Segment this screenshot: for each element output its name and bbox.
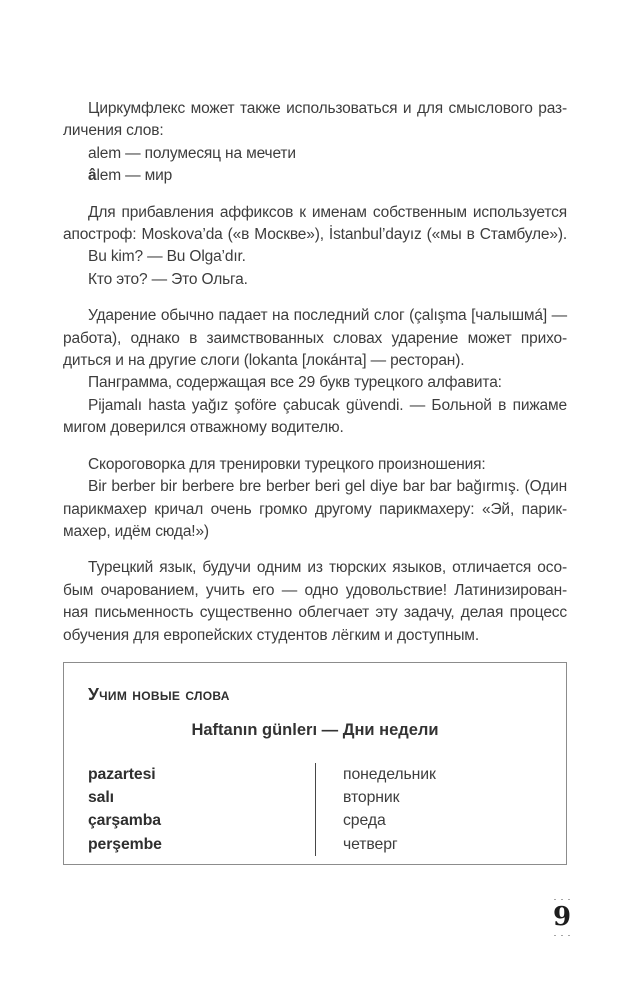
vocab-term: salı (88, 789, 114, 807)
vocab-translation: понедельник (343, 765, 436, 783)
page-content (63, 98, 567, 865)
text-line: Циркумфлекс может также использоваться и для смыслового раз- (88, 100, 567, 117)
text-line: Кто это? — Это Ольга. (88, 270, 248, 288)
text-line: мигом доверился отважному водителю. (63, 419, 344, 437)
footer-dots-top: ··· (553, 894, 575, 904)
text-line: Pijamalı hasta yağız şoföre çabucak güvendi. — Больной в пижаме (88, 396, 567, 414)
vocab-translation: вторник (343, 789, 400, 807)
text-line: махер, идём сюда!») (63, 522, 209, 540)
text-blocks (63, 98, 567, 647)
paragraph (63, 454, 567, 544)
vocab-translation: четверг (343, 835, 398, 853)
text-line: личения слов: (63, 122, 164, 140)
vocab-term: pazartesi (88, 765, 156, 783)
text-line: апостроф: Moskova’da («в Москве»), İstanbul’dayız («мы в Стамбуле»). (63, 226, 567, 244)
text-line (63, 165, 567, 187)
vocab-box (63, 662, 567, 865)
text-line: парикмахер кричал очень громко другому парикмахеру: «Эй, парик- (63, 500, 567, 518)
paragraph (63, 305, 567, 439)
page-footer (536, 896, 588, 939)
paragraph (63, 557, 567, 647)
text-line: alem — полумесяц на мечети (88, 144, 296, 162)
text-line: Скороговорка для тренировки турецкого произношения: (88, 455, 486, 473)
text-line: Панграмма, содержащая все 29 букв турецкого алфавита: (88, 374, 502, 392)
text-line: Bir berber bir berbere bre berber beri gel diye bar bar bağırmış. (Один (88, 478, 567, 496)
text-line: работа), однако в заимствованных словах ударение может прихо- (63, 329, 567, 347)
text-line: Турецкий язык, будучи одним из тюрских языков, отличается осо- (88, 559, 567, 577)
vocab-box-title: Haftanın günlerı — Дни недели (191, 720, 439, 739)
page-number: 9 (552, 902, 572, 932)
text-line: Bu kim? — Bu Olga’dır. (88, 248, 246, 266)
bold-text: â (88, 167, 97, 185)
paragraph (63, 202, 567, 292)
paragraph (63, 98, 567, 188)
text-line: диться и на другие слоги (lokanta [локáнта] — ресторан). (63, 352, 465, 370)
vocab-translation: среда (343, 812, 386, 830)
vocab-table (88, 763, 542, 856)
text-line: Для прибавления аффиксов к именам собственным используется (88, 203, 567, 221)
vocab-col-turkish (88, 763, 315, 856)
text-line: обучения для европейских студентов лёгким и доступным. (63, 626, 479, 644)
vocab-term: perşembe (88, 835, 162, 853)
vocab-box-heading: Учим новые слова (88, 683, 230, 704)
vocab-col-russian (316, 763, 542, 856)
vocab-term: çarşamba (88, 812, 161, 830)
text-line: бым очарованием, учить его — одно удовольствие! Латинизирован- (63, 581, 567, 599)
text-line: Ударение обычно падает на последний слог (çalışma [чалышмá] — (88, 307, 567, 325)
text-line: ная письменность существенно облегчает эту задачу, делая процесс (63, 604, 567, 622)
footer-dots-bottom: ··· (553, 930, 575, 940)
text-segment: lem — мир (96, 167, 173, 185)
